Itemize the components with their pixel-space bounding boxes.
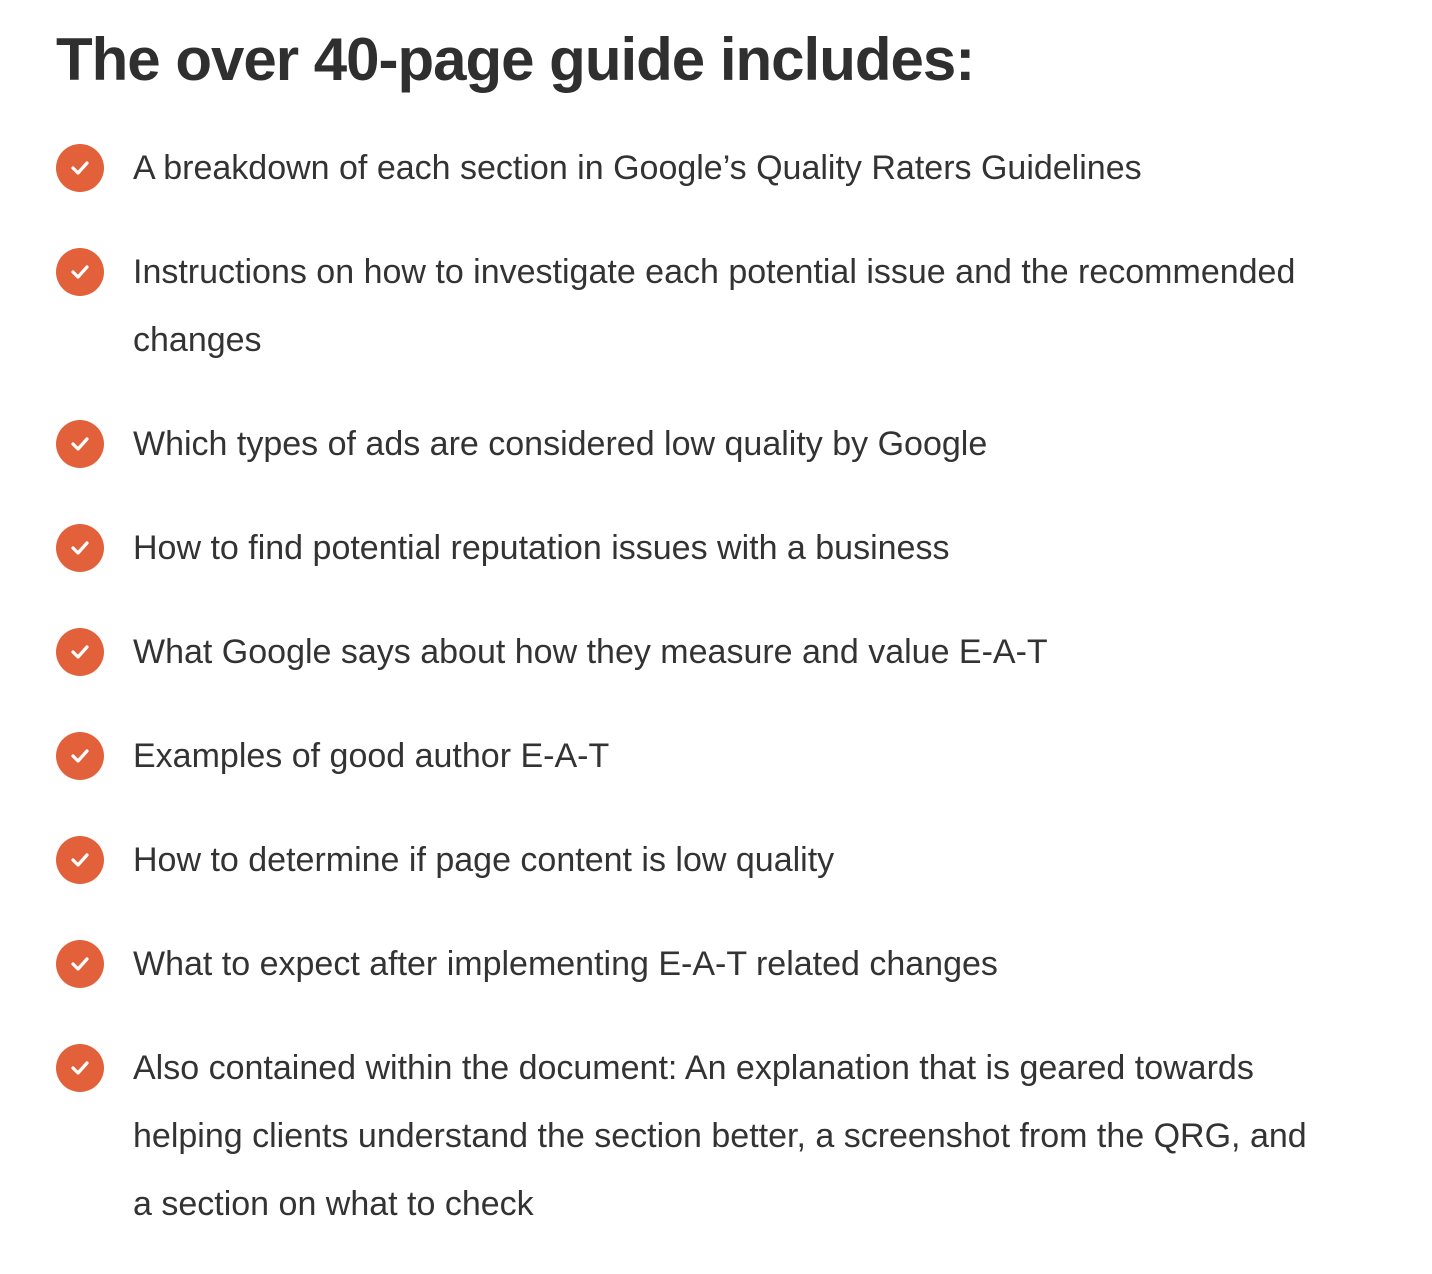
guide-content [56, 22, 1386, 1274]
list-item-text: What to expect after implementing E-A-T related changes [133, 945, 998, 983]
list-item-text: What Google says about how they measure and value E-A-T [133, 633, 1048, 671]
list-item [56, 514, 1386, 582]
list-item [56, 410, 1386, 478]
list-item-text: A breakdown of each section in Google’s Quality Raters Guidelines [133, 149, 1142, 187]
list-item-text: How to find potential reputation issues with a business [133, 529, 950, 567]
list-item [56, 238, 1386, 374]
list-item-text: How to determine if page content is low quality [133, 841, 835, 879]
list-item [56, 134, 1386, 202]
list-item [56, 930, 1386, 998]
page-title: The over 40-page guide includes: [56, 26, 975, 93]
check-circle-icon [56, 628, 104, 676]
check-circle-icon [56, 524, 104, 572]
check-circle-icon [56, 940, 104, 988]
check-circle-icon [56, 420, 104, 468]
list-item [56, 1034, 1386, 1238]
list-item [56, 618, 1386, 686]
check-circle-icon [56, 836, 104, 884]
list-item [56, 722, 1386, 790]
list-item-text: Also contained within the document: An explanation that is geared towards helping clients understand the section better, a screenshot from the QRG, and a section on what to check [133, 1049, 1307, 1223]
check-circle-icon [56, 144, 104, 192]
list-item-text: Which types of ads are considered low quality by Google [133, 425, 988, 463]
check-circle-icon [56, 732, 104, 780]
list-item-text: Instructions on how to investigate each potential issue and the recommended changes [133, 253, 1296, 359]
list-item [56, 826, 1386, 894]
feature-list [56, 134, 1386, 1238]
check-circle-icon [56, 1044, 104, 1092]
check-circle-icon [56, 248, 104, 296]
list-item-text: Examples of good author E-A-T [133, 737, 610, 775]
